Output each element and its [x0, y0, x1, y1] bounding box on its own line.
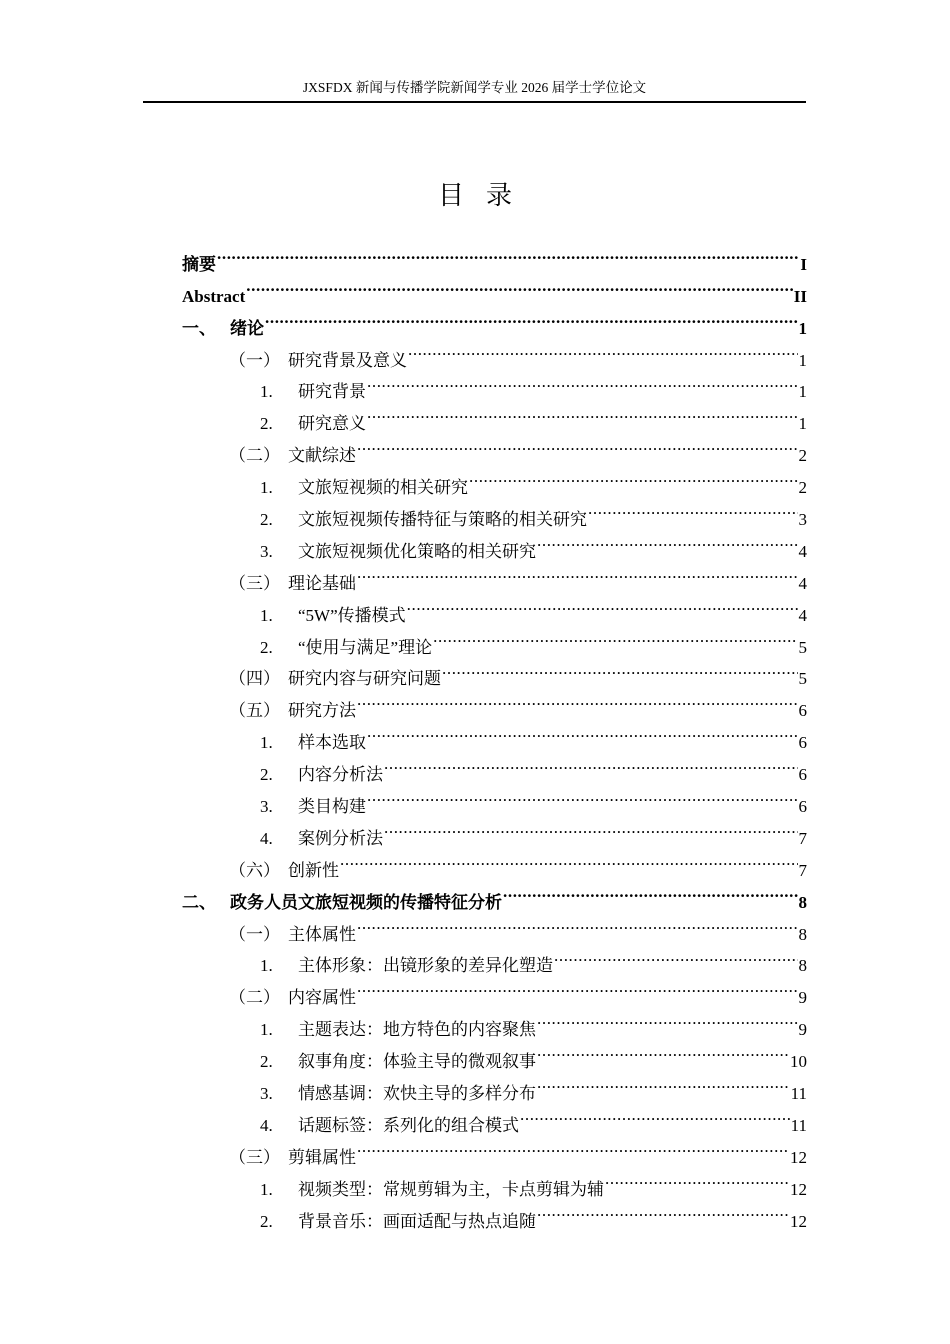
toc-entry-page-number: 6: [798, 733, 807, 753]
dot-leader: [384, 812, 798, 844]
toc-entry-label: 样本选取: [298, 733, 366, 753]
toc-entry-page-number: 9: [798, 1020, 807, 1040]
dot-leader: [367, 397, 798, 429]
toc-entry-page-number: 6: [798, 701, 807, 721]
toc-entry-page-number: 3: [798, 510, 807, 530]
dot-leader: [407, 589, 798, 621]
toc-entry-number: 2.: [260, 637, 273, 657]
toc-entry-page-number: 12: [790, 1211, 807, 1231]
toc-entry-page-number: 6: [798, 765, 807, 785]
toc-entry-number: 1.: [260, 733, 273, 753]
dot-leader: [605, 1163, 789, 1195]
toc-entry-label: 理论基础: [288, 573, 356, 593]
toc-entry-label: 剪辑属性: [288, 1147, 356, 1167]
toc-entry-page-number: 1: [798, 318, 807, 338]
toc-entry[interactable]: [182, 270, 807, 306]
toc-entry-page-number: I: [800, 254, 807, 274]
toc-entry-label: 情感基调：欢快主导的多样分布: [298, 1084, 536, 1104]
dot-leader: [554, 940, 798, 972]
toc-entry-label: 话题标签：系列化的组合模式: [298, 1115, 519, 1135]
toc-entry-page-number: 1: [798, 350, 807, 370]
toc-entry-number: （二）: [229, 988, 280, 1008]
toc-entry-label: 文旅短视频优化策略的相关研究: [298, 541, 536, 561]
dot-leader: [340, 844, 798, 876]
toc-entry-page-number: 1: [798, 382, 807, 402]
toc-entry-number: （一）: [229, 350, 280, 370]
toc-entry-number: 1.: [260, 605, 273, 625]
toc-entry-label: “使用与满足”理论: [298, 637, 433, 657]
toc-entry-number: （二）: [229, 446, 280, 466]
toc-entry-label: 内容分析法: [298, 765, 383, 785]
dot-leader: [357, 908, 798, 940]
toc-entry-page-number: 12: [790, 1147, 807, 1167]
toc-entry-label: 文献综述: [288, 446, 356, 466]
toc-entry-page-number: 7: [798, 860, 807, 880]
toc-title: 目录: [437, 181, 534, 210]
toc-entry-number: 一、: [182, 318, 216, 338]
toc-entry-number: 2.: [260, 510, 273, 530]
dot-leader: [537, 1035, 789, 1067]
toc-entry-label: 研究意义: [298, 414, 366, 434]
dot-leader: [246, 270, 793, 302]
toc-entry-number: （五）: [229, 701, 280, 721]
toc-entry-number: 3.: [260, 541, 273, 561]
dot-leader: [537, 525, 798, 557]
toc-entry-page-number: 5: [798, 669, 807, 689]
toc-entry-page-number: 8: [798, 892, 807, 912]
toc-entry-number: 3.: [260, 1084, 273, 1104]
toc-entry-page-number: 8: [798, 956, 807, 976]
dot-leader: [357, 971, 798, 1003]
toc-entry-label: 研究方法: [288, 701, 356, 721]
toc-entry-label: 研究背景及意义: [288, 350, 407, 370]
toc-entry-page-number: 2: [798, 478, 807, 498]
toc-entry-page-number: 6: [798, 797, 807, 817]
running-header: JXSFDX 新闻与传播学院新闻学专业 2026 届学士学位论文: [143, 79, 806, 103]
toc-entry[interactable]: [182, 302, 807, 338]
toc-entry-page-number: 8: [798, 924, 807, 944]
toc-entry-page-number: 5: [798, 637, 807, 657]
dot-leader: [357, 1131, 789, 1163]
dot-leader: [384, 748, 798, 780]
toc-entry-page-number: II: [793, 286, 807, 306]
table-of-contents: [182, 238, 807, 1231]
dot-leader: [537, 1003, 798, 1035]
toc-entry-label: 背景音乐：画面适配与热点追随: [298, 1211, 536, 1231]
toc-entry-page-number: 2: [798, 446, 807, 466]
toc-entry-label: 研究内容与研究问题: [288, 669, 441, 689]
toc-entry-label: 案例分析法: [298, 828, 383, 848]
toc-entry-number: 2.: [260, 765, 273, 785]
toc-entry[interactable]: [182, 334, 807, 370]
toc-entry-page-number: 9: [798, 988, 807, 1008]
dot-leader: [408, 334, 798, 366]
toc-entry-page-number: 4: [798, 541, 807, 561]
toc-entry-label: “5W”传播模式: [298, 605, 406, 625]
toc-entry-label: 类目构建: [298, 797, 366, 817]
toc-entry[interactable]: [182, 238, 807, 274]
dot-leader: [433, 621, 797, 653]
dot-leader: [217, 238, 799, 270]
toc-entry-label: 内容属性: [288, 988, 356, 1008]
dot-leader: [442, 653, 798, 685]
toc-entry-number: 1.: [260, 478, 273, 498]
toc-entry-number: 2.: [260, 414, 273, 434]
toc-entry-number: （六）: [229, 860, 280, 880]
dot-leader: [265, 302, 798, 334]
toc-entry-number: 4.: [260, 1115, 273, 1135]
toc-entry-label: 叙事角度：体验主导的微观叙事: [298, 1052, 536, 1072]
toc-entry-number: 1.: [260, 1179, 273, 1199]
toc-entry-label: 政务人员文旅短视频的传播特征分析: [230, 892, 502, 912]
toc-entry-label: 研究背景: [298, 382, 366, 402]
dot-leader: [367, 780, 798, 812]
toc-entry-page-number: 11: [790, 1084, 807, 1104]
toc-entry-number: 1.: [260, 1020, 273, 1040]
toc-entry-number: 2.: [260, 1211, 273, 1231]
dot-leader: [588, 493, 798, 525]
toc-entry-number: 3.: [260, 797, 273, 817]
toc-entry-number: （三）: [229, 573, 280, 593]
dot-leader: [367, 366, 798, 398]
toc-entry-label: 摘要: [182, 254, 216, 274]
toc-entry-number: （三）: [229, 1147, 280, 1167]
dot-leader: [503, 876, 798, 908]
toc-entry-label: 创新性: [288, 860, 339, 880]
toc-entry-label: 文旅短视频传播特征与策略的相关研究: [298, 510, 587, 530]
dot-leader: [537, 1195, 789, 1227]
toc-entry-number: 2.: [260, 1052, 273, 1072]
toc-entry-label: 主体属性: [288, 924, 356, 944]
toc-entry-label: 视频类型：常规剪辑为主，卡点剪辑为辅: [298, 1179, 604, 1199]
toc-entry-label: Abstract: [182, 286, 246, 306]
dot-leader: [357, 429, 798, 461]
toc-entry-number: 1.: [260, 382, 273, 402]
dot-leader: [357, 684, 798, 716]
dot-leader: [469, 461, 798, 493]
toc-entry-page-number: 7: [798, 828, 807, 848]
toc-entry-page-number: 10: [790, 1052, 807, 1072]
toc-entry-label: 绪论: [230, 318, 264, 338]
toc-entry-number: 二、: [182, 892, 216, 912]
dot-leader: [537, 1067, 790, 1099]
toc-entry-page-number: 4: [798, 605, 807, 625]
toc-entry-page-number: 1: [798, 414, 807, 434]
dot-leader: [520, 1099, 790, 1131]
toc-entry-number: （一）: [229, 924, 280, 944]
toc-entry-label: 文旅短视频的相关研究: [298, 478, 468, 498]
toc-entry-number: （四）: [229, 669, 280, 689]
dot-leader: [357, 557, 798, 589]
toc-entry-number: 1.: [260, 956, 273, 976]
toc-entry-label: 主体形象：出镜形象的差异化塑造: [298, 956, 553, 976]
toc-entry-label: 主题表达：地方特色的内容聚焦: [298, 1020, 536, 1040]
toc-entry-page-number: 12: [790, 1179, 807, 1199]
toc-entry-number: 4.: [260, 828, 273, 848]
toc-entry-page-number: 4: [798, 573, 807, 593]
toc-entry-page-number: 11: [790, 1115, 807, 1135]
dot-leader: [367, 716, 798, 748]
